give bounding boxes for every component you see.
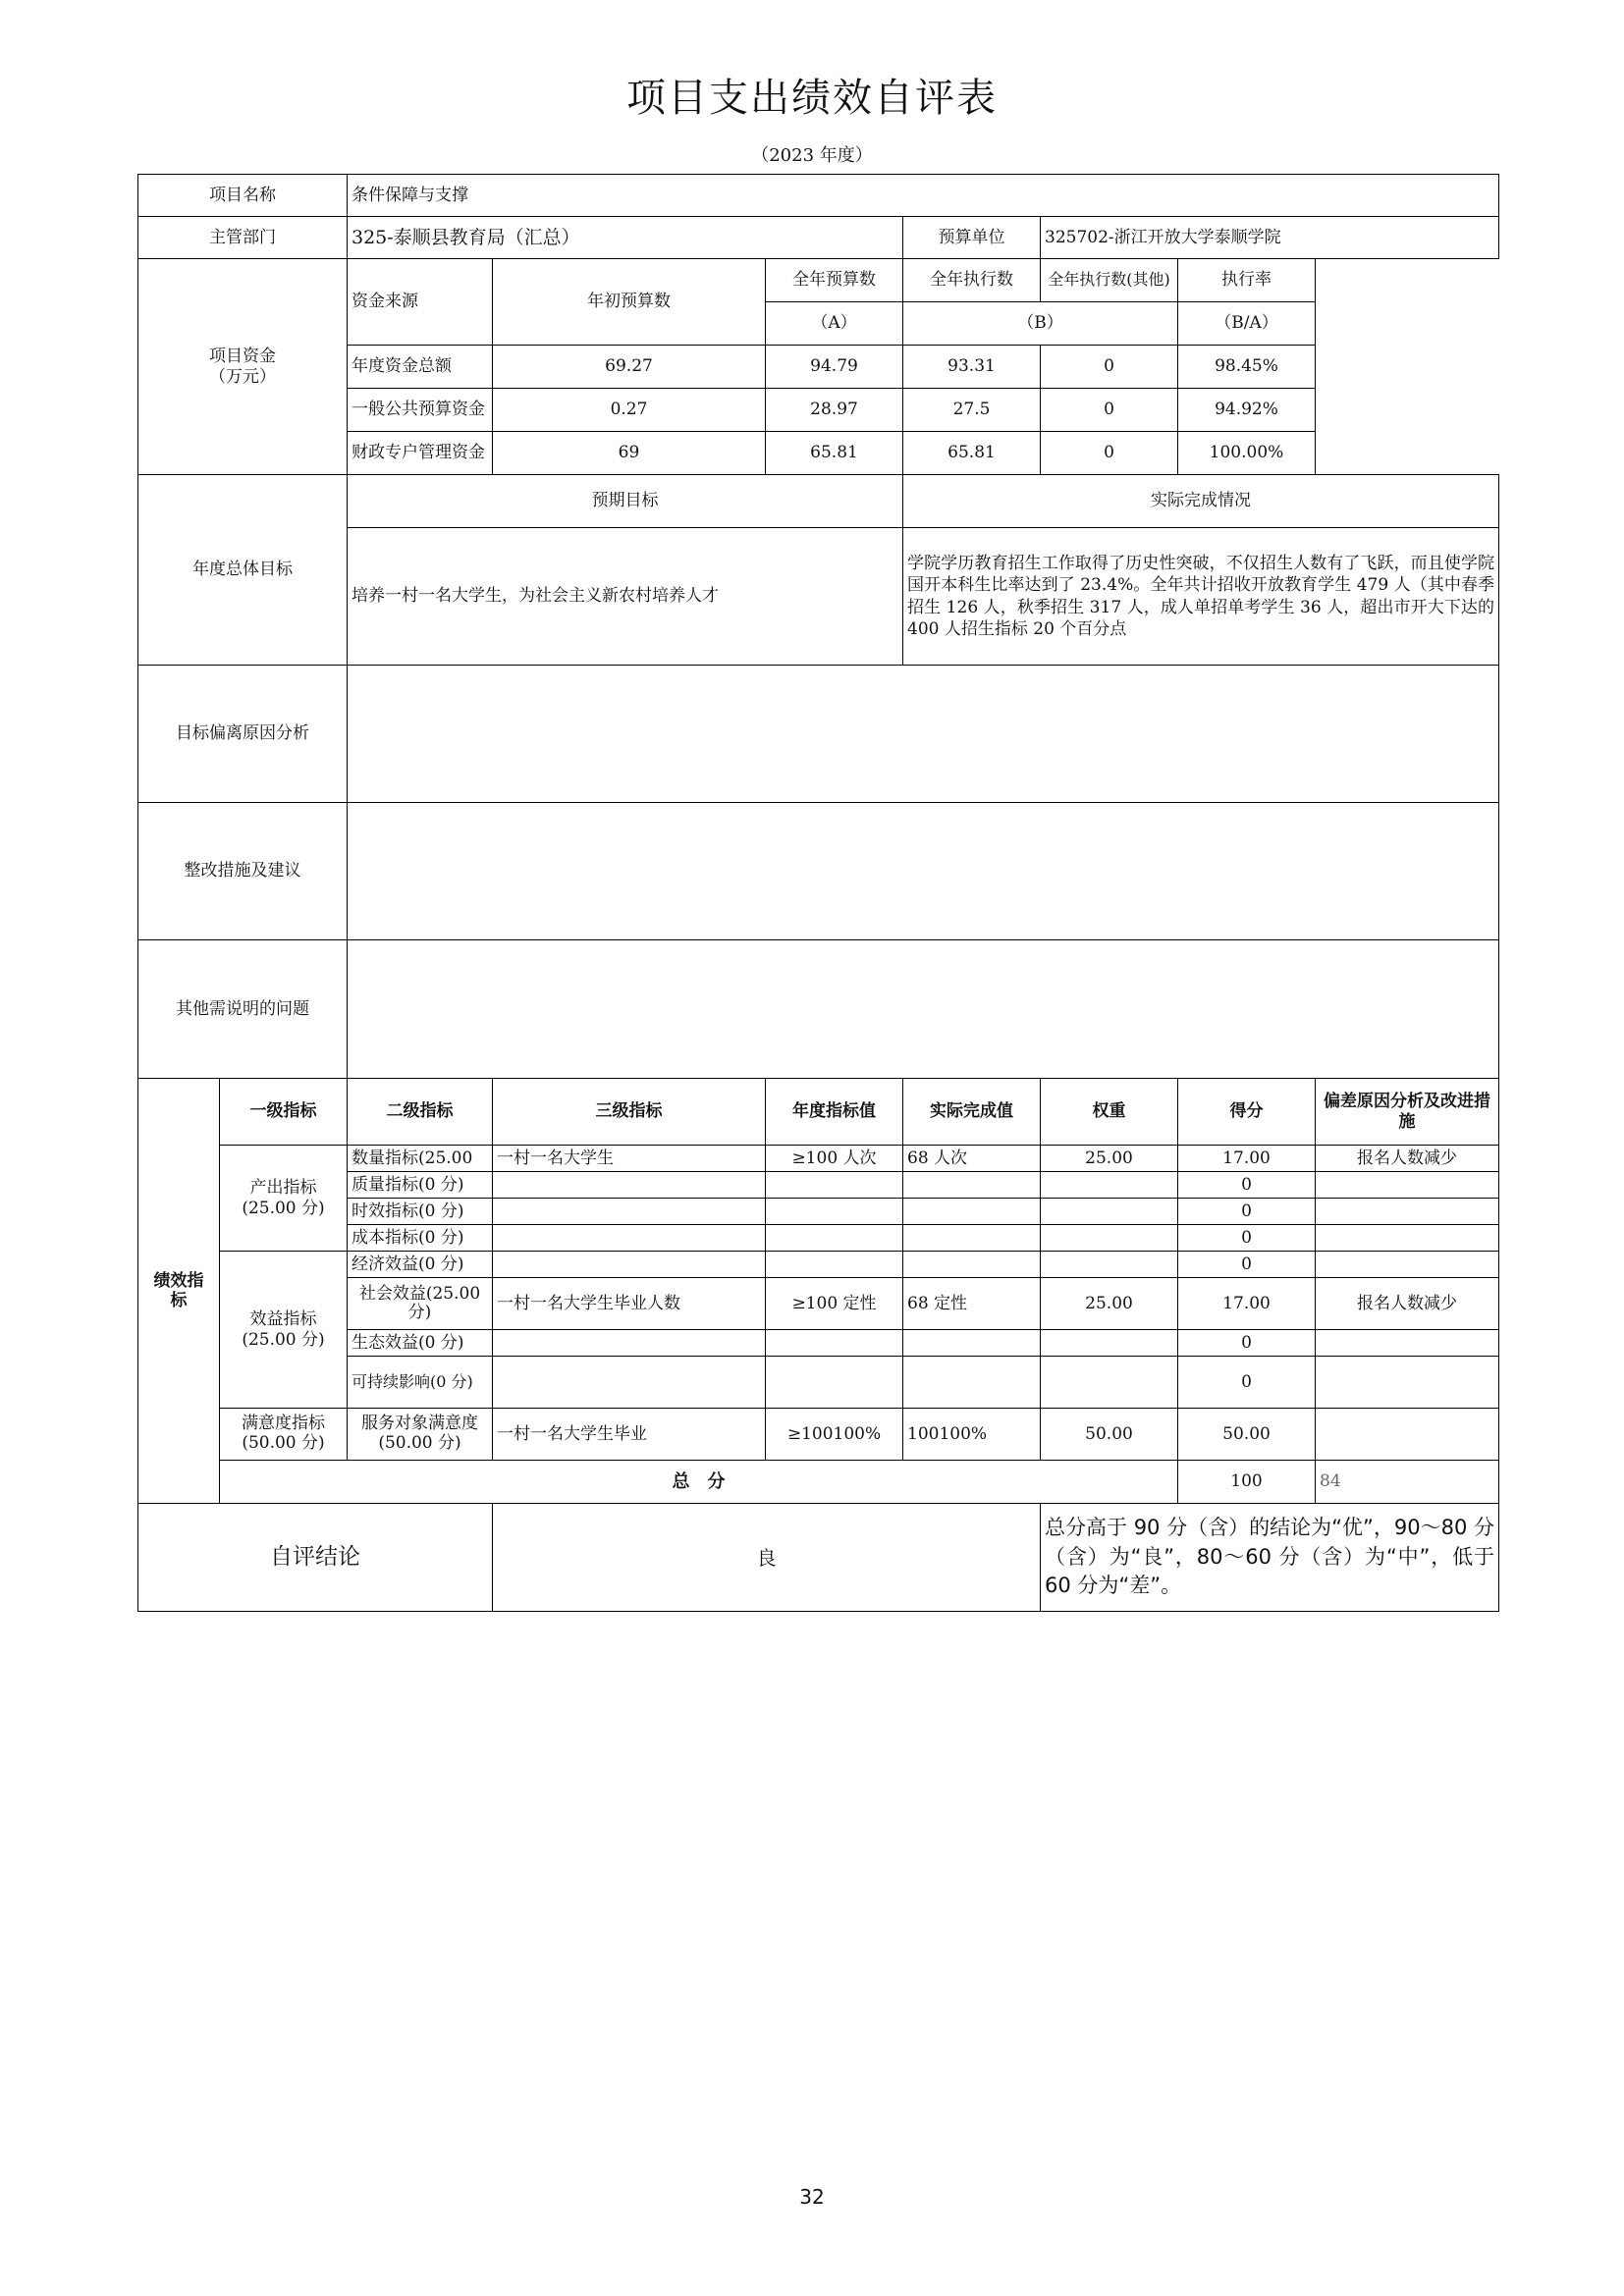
lvl3-cell xyxy=(493,1225,766,1252)
target-cell: ≥100 人次 xyxy=(766,1146,903,1172)
lvl3-cell: 一村一名大学生 xyxy=(493,1146,766,1172)
fund-source: 一般公共预算资金 xyxy=(348,389,493,432)
target-cell xyxy=(766,1225,903,1252)
score-header: 得分 xyxy=(1178,1079,1316,1146)
actual-cell xyxy=(903,1172,1041,1199)
dev-analysis-header: 偏差原因分析及改进措施 xyxy=(1316,1079,1499,1146)
budget-unit-label: 预算单位 xyxy=(903,217,1041,259)
score-cell: 0 xyxy=(1178,1252,1316,1278)
lvl2-cell: 质量指标(0 分) xyxy=(348,1172,493,1199)
annual-exec: 27.5 xyxy=(903,389,1041,432)
initial-budget: 69 xyxy=(493,432,766,475)
weight-header: 权重 xyxy=(1041,1079,1178,1146)
funds-label: 项目资金 （万元） xyxy=(138,259,348,475)
actual-cell xyxy=(903,1330,1041,1357)
score-cell: 0 xyxy=(1178,1330,1316,1357)
weight-cell: 25.00 xyxy=(1041,1146,1178,1172)
satisfaction-group-label: 满意度指标 (50.00 分) xyxy=(220,1409,348,1461)
actual-cell xyxy=(903,1357,1041,1409)
self-evaluation-table xyxy=(137,174,1499,1612)
other-issues-value xyxy=(348,940,1499,1079)
target-header: 年度指标值 xyxy=(766,1079,903,1146)
actual-cell: 68 定性 xyxy=(903,1278,1041,1330)
page-number: 32 xyxy=(799,2185,825,2209)
annual-exec-other: 0 xyxy=(1041,389,1178,432)
weight-cell xyxy=(1041,1172,1178,1199)
dept-label: 主管部门 xyxy=(138,217,348,259)
initial-budget-header: 年初预算数 xyxy=(493,259,766,346)
lvl2-cell: 数量指标(25.00 xyxy=(348,1146,493,1172)
project-name-label: 项目名称 xyxy=(138,175,348,217)
actual-cell xyxy=(903,1199,1041,1225)
lvl2-cell: 可持续影响(0 分) xyxy=(348,1357,493,1409)
dev-cell: 报名人数减少 xyxy=(1316,1146,1499,1172)
deviation-label: 目标偏离原因分析 xyxy=(138,666,348,803)
lvl2-header: 二级指标 xyxy=(348,1079,493,1146)
target-cell: ≥100 定性 xyxy=(766,1278,903,1330)
exec-rate-header: 执行率 xyxy=(1178,259,1316,302)
conclusion-note: 总分高于 90 分（含）的结论为“优”，90～80 分（含）为“良”，80～60 分（含）为“中”，低于 60 分为“差”。 xyxy=(1041,1504,1499,1612)
lvl3-cell: 一村一名大学生毕业人数 xyxy=(493,1278,766,1330)
annual-budget: 65.81 xyxy=(766,432,903,475)
annual-goal-label: 年度总体目标 xyxy=(138,475,348,666)
target-cell xyxy=(766,1172,903,1199)
benefit-group-label: 效益指标 (25.00 分) xyxy=(220,1252,348,1409)
actual-cell xyxy=(903,1252,1041,1278)
score-cell: 0 xyxy=(1178,1225,1316,1252)
lvl3-cell xyxy=(493,1252,766,1278)
target-cell xyxy=(766,1199,903,1225)
lvl2-cell: 社会效益(25.00 分) xyxy=(348,1278,493,1330)
weight-cell xyxy=(1041,1225,1178,1252)
actual-cell: 68 人次 xyxy=(903,1146,1041,1172)
col-a-marker: （A） xyxy=(766,302,903,346)
page-title: 项目支出绩效自评表 xyxy=(626,76,998,121)
total-label: 总 分 xyxy=(220,1461,1178,1504)
annual-exec: 65.81 xyxy=(903,432,1041,475)
lvl2-cell: 经济效益(0 分) xyxy=(348,1252,493,1278)
weight-cell: 25.00 xyxy=(1041,1278,1178,1330)
exec-rate: 100.00% xyxy=(1178,432,1316,475)
target-cell: ≥100100% xyxy=(766,1409,903,1461)
weight-cell xyxy=(1041,1199,1178,1225)
weight-cell: 50.00 xyxy=(1041,1409,1178,1461)
dev-cell xyxy=(1316,1199,1499,1225)
dev-cell xyxy=(1316,1357,1499,1409)
table-row xyxy=(138,1409,1499,1461)
conclusion-label: 自评结论 xyxy=(138,1504,493,1612)
dept-value: 325-泰顺县教育局（汇总） xyxy=(348,217,903,259)
lvl3-cell xyxy=(493,1199,766,1225)
expected-goal-header: 预期目标 xyxy=(348,475,903,528)
exec-rate: 98.45% xyxy=(1178,346,1316,389)
lvl1-header: 一级指标 xyxy=(220,1079,348,1146)
annual-budget: 94.79 xyxy=(766,346,903,389)
table-row xyxy=(138,1252,1499,1278)
score-cell: 0 xyxy=(1178,1199,1316,1225)
lvl2-cell: 服务对象满意度 (50.00 分) xyxy=(348,1409,493,1461)
fund-source: 财政专户管理资金 xyxy=(348,432,493,475)
rectify-value xyxy=(348,803,1499,940)
table-row xyxy=(138,1146,1499,1172)
dev-cell xyxy=(1316,1330,1499,1357)
report-year: （2023 年度） xyxy=(751,145,873,166)
other-issues-label: 其他需说明的问题 xyxy=(138,940,348,1079)
target-cell xyxy=(766,1357,903,1409)
initial-budget: 69.27 xyxy=(493,346,766,389)
lvl3-header: 三级指标 xyxy=(493,1079,766,1146)
conclusion-value: 良 xyxy=(493,1504,1041,1612)
lvl2-cell: 成本指标(0 分) xyxy=(348,1225,493,1252)
fund-source-header: 资金来源 xyxy=(348,259,493,346)
lvl3-cell: 一村一名大学生毕业 xyxy=(493,1409,766,1461)
total-weight: 100 xyxy=(1178,1461,1316,1504)
annual-exec-other-header: 全年执行数(其他) xyxy=(1041,259,1178,302)
lvl3-cell xyxy=(493,1172,766,1199)
score-cell: 17.00 xyxy=(1178,1278,1316,1330)
annual-exec-other: 0 xyxy=(1041,432,1178,475)
actual-status-text: 学院学历教育招生工作取得了历史性突破，不仅招生人数有了飞跃，而且使学院国开本科生比率达到了 23.4%。全年共计招收开放教育学生 479 人（其中春季招生 126 人，秋季招生 317 人，成人单招单考学生 36 人，超出市开大下达的 400 人招生指标 20 个百分点 xyxy=(903,528,1499,666)
weight-cell xyxy=(1041,1252,1178,1278)
dev-cell xyxy=(1316,1172,1499,1199)
lvl3-cell xyxy=(493,1357,766,1409)
perf-label: 绩效指标 xyxy=(138,1079,220,1504)
annual-exec-other: 0 xyxy=(1041,346,1178,389)
annual-budget-header: 全年预算数 xyxy=(766,259,903,302)
expected-goal-text: 培养一村一名大学生，为社会主义新农村培养人才 xyxy=(348,528,903,666)
actual-status-header: 实际完成情况 xyxy=(903,475,1499,528)
score-cell: 50.00 xyxy=(1178,1409,1316,1461)
exec-rate: 94.92% xyxy=(1178,389,1316,432)
dev-cell xyxy=(1316,1409,1499,1461)
budget-unit-value: 325702-浙江开放大学泰顺学院 xyxy=(1041,217,1499,259)
lvl3-cell xyxy=(493,1330,766,1357)
actual-cell: 100100% xyxy=(903,1409,1041,1461)
rectify-label: 整改措施及建议 xyxy=(138,803,348,940)
col-ba-marker: （B/A） xyxy=(1178,302,1316,346)
target-cell xyxy=(766,1252,903,1278)
dev-cell: 报名人数减少 xyxy=(1316,1278,1499,1330)
lvl2-cell: 时效指标(0 分) xyxy=(348,1199,493,1225)
total-score: 84 xyxy=(1316,1461,1499,1504)
deviation-value xyxy=(348,666,1499,803)
score-cell: 17.00 xyxy=(1178,1146,1316,1172)
dev-cell xyxy=(1316,1225,1499,1252)
lvl2-cell: 生态效益(0 分) xyxy=(348,1330,493,1357)
score-cell: 0 xyxy=(1178,1172,1316,1199)
annual-budget: 28.97 xyxy=(766,389,903,432)
annual-exec-header: 全年执行数 xyxy=(903,259,1041,302)
initial-budget: 0.27 xyxy=(493,389,766,432)
target-cell xyxy=(766,1330,903,1357)
actual-cell xyxy=(903,1225,1041,1252)
col-b-marker: （B） xyxy=(903,302,1178,346)
weight-cell xyxy=(1041,1330,1178,1357)
weight-cell xyxy=(1041,1357,1178,1409)
project-name-value: 条件保障与支撑 xyxy=(348,175,1499,217)
dev-cell xyxy=(1316,1252,1499,1278)
annual-exec: 93.31 xyxy=(903,346,1041,389)
fund-source: 年度资金总额 xyxy=(348,346,493,389)
actual-header: 实际完成值 xyxy=(903,1079,1041,1146)
output-group-label: 产出指标 (25.00 分) xyxy=(220,1146,348,1252)
score-cell: 0 xyxy=(1178,1357,1316,1409)
